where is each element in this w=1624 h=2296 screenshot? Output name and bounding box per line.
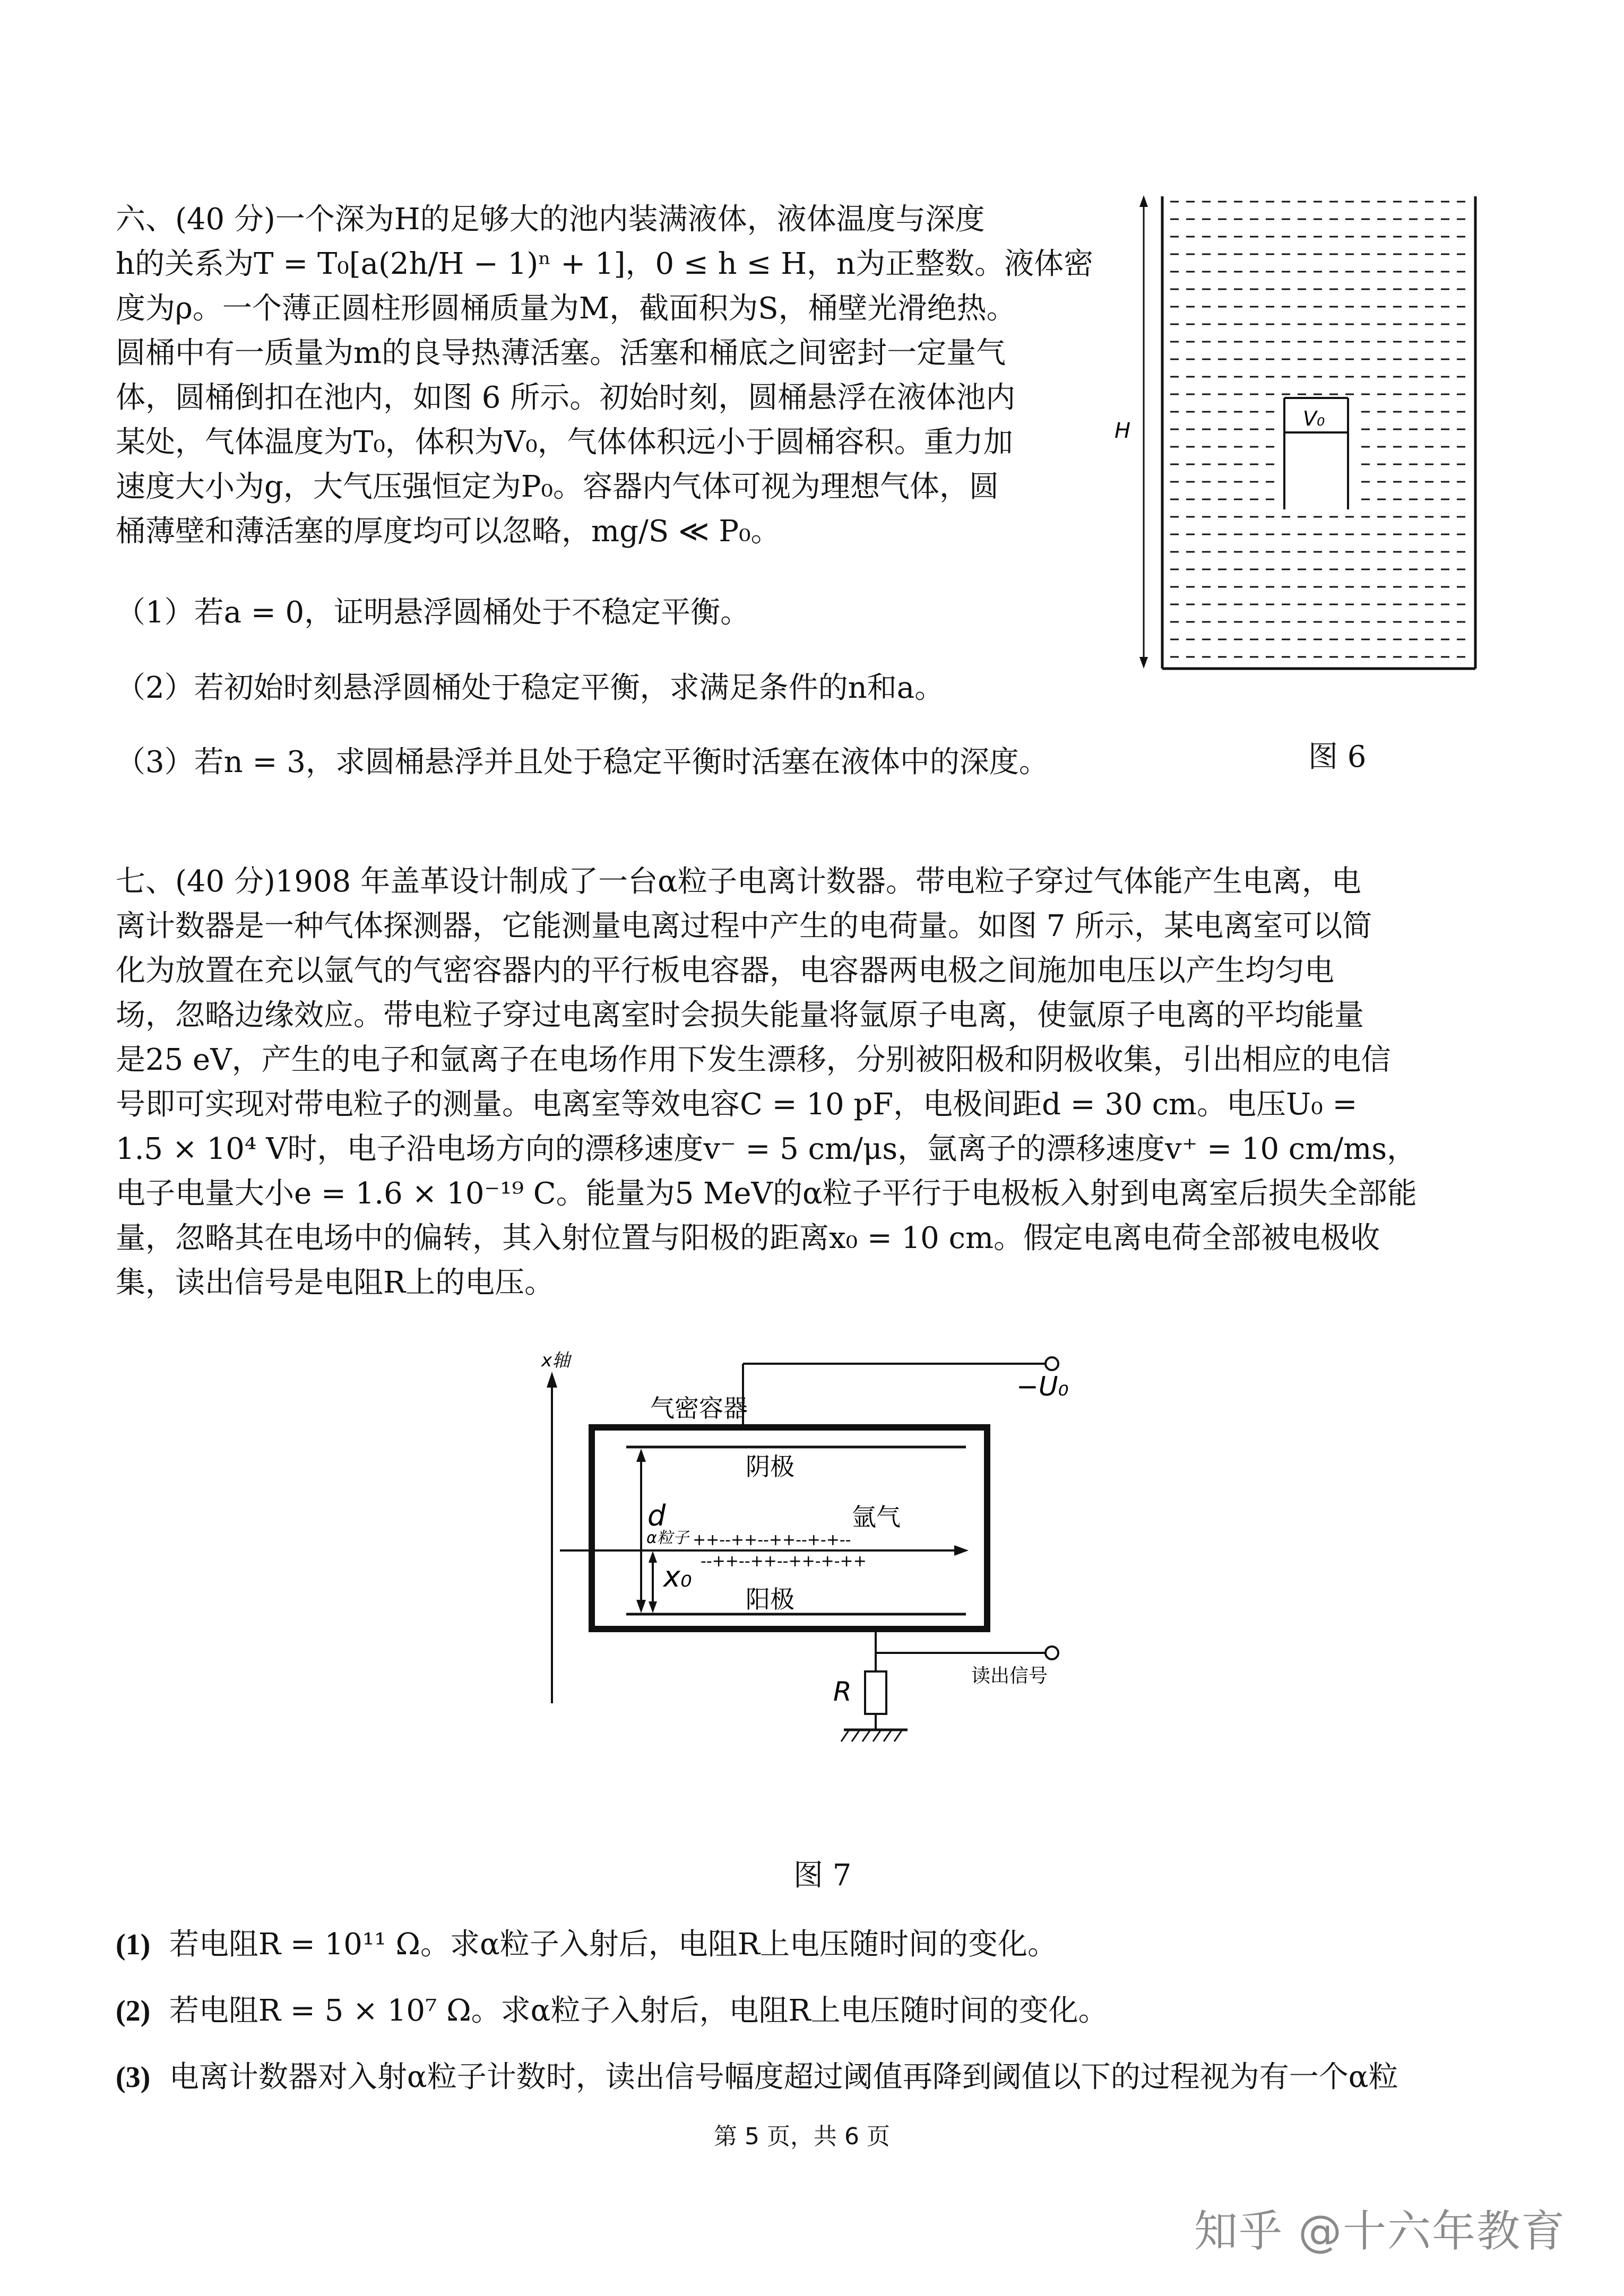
- watermark: 知乎 @十六年教育: [1194, 2206, 1566, 2257]
- charges-top: ++--++--++--+-+--: [693, 1531, 851, 1549]
- q7-score: (40 分): [175, 864, 275, 899]
- q6-line-8: 桶薄壁和薄活塞的厚度均可以忽略，mg/S ≪ P₀。: [116, 514, 781, 549]
- q6-number: 六、: [116, 202, 175, 237]
- anode-label: 阳极: [746, 1585, 794, 1614]
- charges-bottom: --++--++--++-+-++: [701, 1552, 867, 1571]
- q7-line-8: 电子电量大小e = 1.6 × 10⁻¹⁹ C。能量为5 MeV的α粒子平行于电极板入射到电离室后损失全部能: [116, 1176, 1417, 1211]
- readout-label: 读出信号: [971, 1665, 1048, 1687]
- voltage-label: −U₀: [1016, 1371, 1069, 1402]
- q6-line-6: 某处，气体温度为T₀，体积为V₀，气体体积远小于圆桶容积。重力加: [116, 425, 1013, 460]
- gas-label: 氩气: [852, 1503, 901, 1531]
- resistor-label: R: [833, 1676, 852, 1707]
- q7-line-7: 1.5 × 10⁴ V时，电子沿电场方向的漂移速度v⁻ = 5 cm/μs，氩离子的漂移速度v⁺ = 10 cm/ms，: [116, 1132, 1417, 1166]
- container-label: 气密容器: [650, 1394, 748, 1423]
- q6-line-7: 速度大小为g，大气压强恒定为P₀。容器内气体可视为理想气体，圆: [116, 470, 999, 504]
- q7-line-6: 号即可实现对带电粒子的测量。电离室等效电容C = 10 pF，电极间距d = 30 cm。电压U₀ =: [116, 1087, 1358, 1122]
- figure-7-ionization-chamber: [520, 1342, 1146, 1809]
- q7-sub-1: (1) 若电阻R = 10¹¹ Ω。求α粒子入射后，电阻R上电压随时间的变化。: [116, 1927, 1057, 1962]
- figure-6-pool-diagram: [1109, 186, 1491, 685]
- q7-subquestions: [116, 1921, 1549, 2096]
- resistor-symbol: [865, 1671, 886, 1714]
- page-footer: 第 5 页，共 6 页: [714, 2123, 890, 2150]
- q6-sub-1: （1）若a = 0，证明悬浮圆桶处于不稳定平衡。: [116, 595, 750, 630]
- x0-label: x₀: [663, 1560, 692, 1593]
- q7-line-2: 离计数器是一种气体探测器，它能测量电离过程中产生的电荷量。如图 7 所示，某电离室可以简: [116, 909, 1372, 943]
- q7-line-4: 场，忽略边缘效应。带电粒子穿过电离室时会损失能量将氩原子电离，使氩原子电离的平均能量: [116, 998, 1364, 1033]
- q7-line-5: 是25 eV，产生的电子和氩离子在电场作用下发生漂移，分别被阳极和阴极收集，引出相应的电信: [116, 1043, 1391, 1077]
- q7-number: 七、: [116, 864, 175, 899]
- q7-line-3: 化为放置在充以氩气的气密容器内的平行板电容器，电容器两电极之间施加电压以产生均匀电: [116, 954, 1334, 988]
- q6-line-2: h的关系为T = T₀[a(2h/H − 1)ⁿ + 1]，0 ≤ h ≤ H，n为正整数。液体密: [116, 247, 1094, 281]
- figure-6-caption: 图 6: [1308, 740, 1367, 774]
- q6-line-5: 体，圆桶倒扣在池内，如图 6 所示。初始时刻，圆桶悬浮在液体池内: [116, 380, 1016, 415]
- q7-sub-3: (3) 电离计数器对入射α粒子计数时，读出信号幅度超过阈值再降到阈值以下的过程视为有一个α粒: [116, 2060, 1398, 2094]
- q6-sub-3: （3）若n = 3，求圆桶悬浮并且处于稳定平衡时活塞在液体中的深度。: [116, 745, 1049, 779]
- x-axis-label: x轴: [541, 1350, 571, 1371]
- q6-sub-2: （2）若初始时刻悬浮圆桶处于稳定平衡，求满足条件的n和a。: [116, 671, 945, 705]
- figure-7-caption: 图 7: [793, 1858, 852, 1893]
- q6-score: (40 分): [175, 202, 275, 237]
- q6-line-1: 六、(40 分)一个深为H的足够大的池内装满液体，液体温度与深度: [116, 202, 985, 237]
- cathode-label: 阴极: [746, 1452, 794, 1481]
- q7-line-1: 七、(40 分)1908 年盖革设计制成了一台α粒子电离计数器。带电粒子穿过气体能产生电离，电: [116, 864, 1361, 899]
- q7-text: [116, 860, 1538, 1305]
- depth-label: H: [1115, 419, 1131, 443]
- q6-line-3: 度为ρ。一个薄正圆柱形圆桶质量为M，截面积为S，桶壁光滑绝热。: [116, 291, 1016, 326]
- q7-line-9: 量，忽略其在电场中的偏转，其入射位置与阳极的距离x₀ = 10 cm。假定电离电荷全部被电极收: [116, 1221, 1380, 1255]
- q6-text: [116, 197, 1113, 554]
- q7-line-10: 集，读出信号是电阻R上的电压。: [116, 1266, 555, 1300]
- q6-subquestions: [116, 589, 1177, 780]
- q6-line-4: 圆桶中有一质量为m的良导热薄活塞。活塞和桶底之间密封一定量气: [116, 336, 1006, 370]
- d-label: d: [647, 1499, 666, 1532]
- q7-sub-2: (2) 若电阻R = 5 × 10⁷ Ω。求α粒子入射后，电阻R上电压随时间的变化。: [116, 1994, 1108, 2028]
- volume-label: V₀: [1303, 407, 1325, 430]
- alpha-label: α粒子: [646, 1529, 689, 1547]
